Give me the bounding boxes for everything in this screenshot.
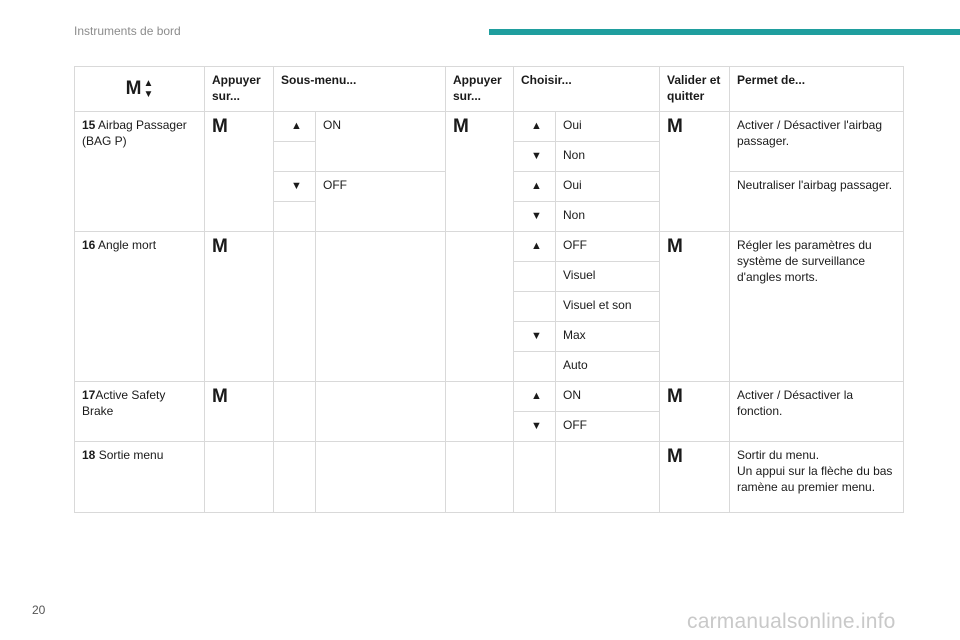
header-press-1: Appuyer sur... xyxy=(205,67,274,112)
row-15-ch-oui-2: Oui xyxy=(556,172,660,202)
down-arrow-icon: ▼ xyxy=(531,330,542,342)
row-18-press2-empty xyxy=(446,442,514,513)
down-arrow-icon: ▼ xyxy=(531,420,542,432)
m-button-icon: M xyxy=(667,446,683,467)
table-row-15a xyxy=(75,112,904,142)
m-button-icon: M xyxy=(212,116,228,137)
row-16-choice-1: Visuel xyxy=(556,262,660,292)
row-18-desc-line-2: Un appui sur la flèche du bas ramène au premier menu. xyxy=(737,464,893,494)
row-17-choice-off: OFF xyxy=(556,412,660,442)
up-arrow-icon: ▲ xyxy=(531,120,542,132)
up-arrow-icon: ▲ xyxy=(143,78,154,89)
page-number: 20 xyxy=(32,603,46,617)
down-arrow-icon: ▼ xyxy=(291,180,302,192)
row-16-ch-empty-3 xyxy=(514,352,556,382)
header-press-2: Appuyer sur... xyxy=(446,67,514,112)
row-15-ch-down-2 xyxy=(514,202,556,232)
row-18-label: 18 Sortie menu xyxy=(75,442,205,513)
row-17-press2-empty xyxy=(446,382,514,442)
row-15-sub-empty-1 xyxy=(274,142,316,172)
m-button-icon: M xyxy=(667,116,683,137)
row-16-ch-empty-1 xyxy=(514,262,556,292)
up-arrow-icon: ▲ xyxy=(531,390,542,402)
row-17-ch-down xyxy=(514,412,556,442)
row-16-choice-0: OFF xyxy=(556,232,660,262)
table-row-18 xyxy=(75,442,904,513)
row-15-sub-down xyxy=(274,172,316,202)
row-18-ch-empty xyxy=(556,442,660,513)
row-16-ch-empty-2 xyxy=(514,292,556,322)
row-15-label: 15 Airbag Passager (BAG P) xyxy=(75,112,205,232)
m-button-icon: M xyxy=(667,386,683,407)
row-17-ch-up xyxy=(514,382,556,412)
row-16-sub-empty xyxy=(316,232,446,382)
header-choose: Choisir... xyxy=(514,67,660,112)
row-16-sub-empty-arrow xyxy=(274,232,316,382)
row-17-choice-on: ON xyxy=(556,382,660,412)
row-16-choice-2: Visuel et son xyxy=(556,292,660,322)
row-15-desc-off: Neutraliser l'airbag passager. xyxy=(730,172,904,232)
table-row-16a xyxy=(75,232,904,262)
row-16-validate-m xyxy=(660,232,730,382)
row-16-press2-empty xyxy=(446,232,514,382)
row-16-choice-3: Max xyxy=(556,322,660,352)
down-arrow-icon: ▼ xyxy=(143,89,154,100)
row-17-sub-empty xyxy=(316,382,446,442)
row-15-sub-empty-2 xyxy=(274,202,316,232)
row-18-press-empty xyxy=(205,442,274,513)
row-15-press2-m xyxy=(446,112,514,232)
row-17-sub-empty-arrow xyxy=(274,382,316,442)
row-18-sub-empty xyxy=(316,442,446,513)
m-button-icon: M xyxy=(667,236,683,257)
section-title: Instruments de bord xyxy=(74,24,181,38)
header-validate: Valider et quitter xyxy=(660,67,730,112)
table-row-17a xyxy=(75,382,904,412)
up-arrow-icon: ▲ xyxy=(531,180,542,192)
row-15-ch-non-1: Non xyxy=(556,142,660,172)
row-18-ch-empty-arrow xyxy=(514,442,556,513)
row-18-desc-line-1: Sortir du menu. xyxy=(737,448,820,462)
header-allows: Permet de... xyxy=(730,67,904,112)
watermark: carmanualsonline.info xyxy=(687,610,896,633)
row-16-label: 16 Angle mort xyxy=(75,232,205,382)
row-15-ch-up-2 xyxy=(514,172,556,202)
row-16-press-m xyxy=(205,232,274,382)
down-arrow-icon: ▼ xyxy=(531,210,542,222)
row-15-desc-on: Activer / Désactiver l'airbag passager. xyxy=(730,112,904,172)
up-arrow-icon: ▲ xyxy=(531,240,542,252)
header-submenu: Sous-menu... xyxy=(274,67,446,112)
up-arrow-icon: ▲ xyxy=(291,120,302,132)
down-arrow-icon: ▼ xyxy=(531,150,542,162)
menu-table xyxy=(74,66,904,513)
row-15-press-m xyxy=(205,112,274,232)
m-button-icon: M xyxy=(453,116,469,137)
row-16-choice-4: Auto xyxy=(556,352,660,382)
m-button-icon: M xyxy=(212,236,228,257)
header-accent-bar xyxy=(489,29,960,35)
row-15-sub-on: ON xyxy=(316,112,446,172)
row-18-validate-m xyxy=(660,442,730,513)
m-button-icon: M xyxy=(125,78,142,99)
row-18-desc xyxy=(730,442,904,513)
row-15-sub-off: OFF xyxy=(316,172,446,232)
row-16-desc: Régler les paramètres du système de surveillance d'angles morts. xyxy=(730,232,904,382)
row-16-ch-down xyxy=(514,322,556,352)
table-header-row xyxy=(75,67,904,112)
row-17-validate-m xyxy=(660,382,730,442)
row-15-ch-up-1 xyxy=(514,112,556,142)
row-15-ch-non-2: Non xyxy=(556,202,660,232)
row-17-desc: Activer / Désactiver la fonction. xyxy=(730,382,904,442)
row-15-ch-oui-1: Oui xyxy=(556,112,660,142)
row-17-label: 17Active Safety Brake xyxy=(75,382,205,442)
row-18-sub-empty-arrow xyxy=(274,442,316,513)
row-15-validate-m xyxy=(660,112,730,232)
row-15-ch-down-1 xyxy=(514,142,556,172)
header-m-arrows-icon xyxy=(75,67,205,112)
row-15-sub-up xyxy=(274,112,316,142)
row-17-press-m xyxy=(205,382,274,442)
m-button-icon: M xyxy=(212,386,228,407)
row-16-ch-up xyxy=(514,232,556,262)
